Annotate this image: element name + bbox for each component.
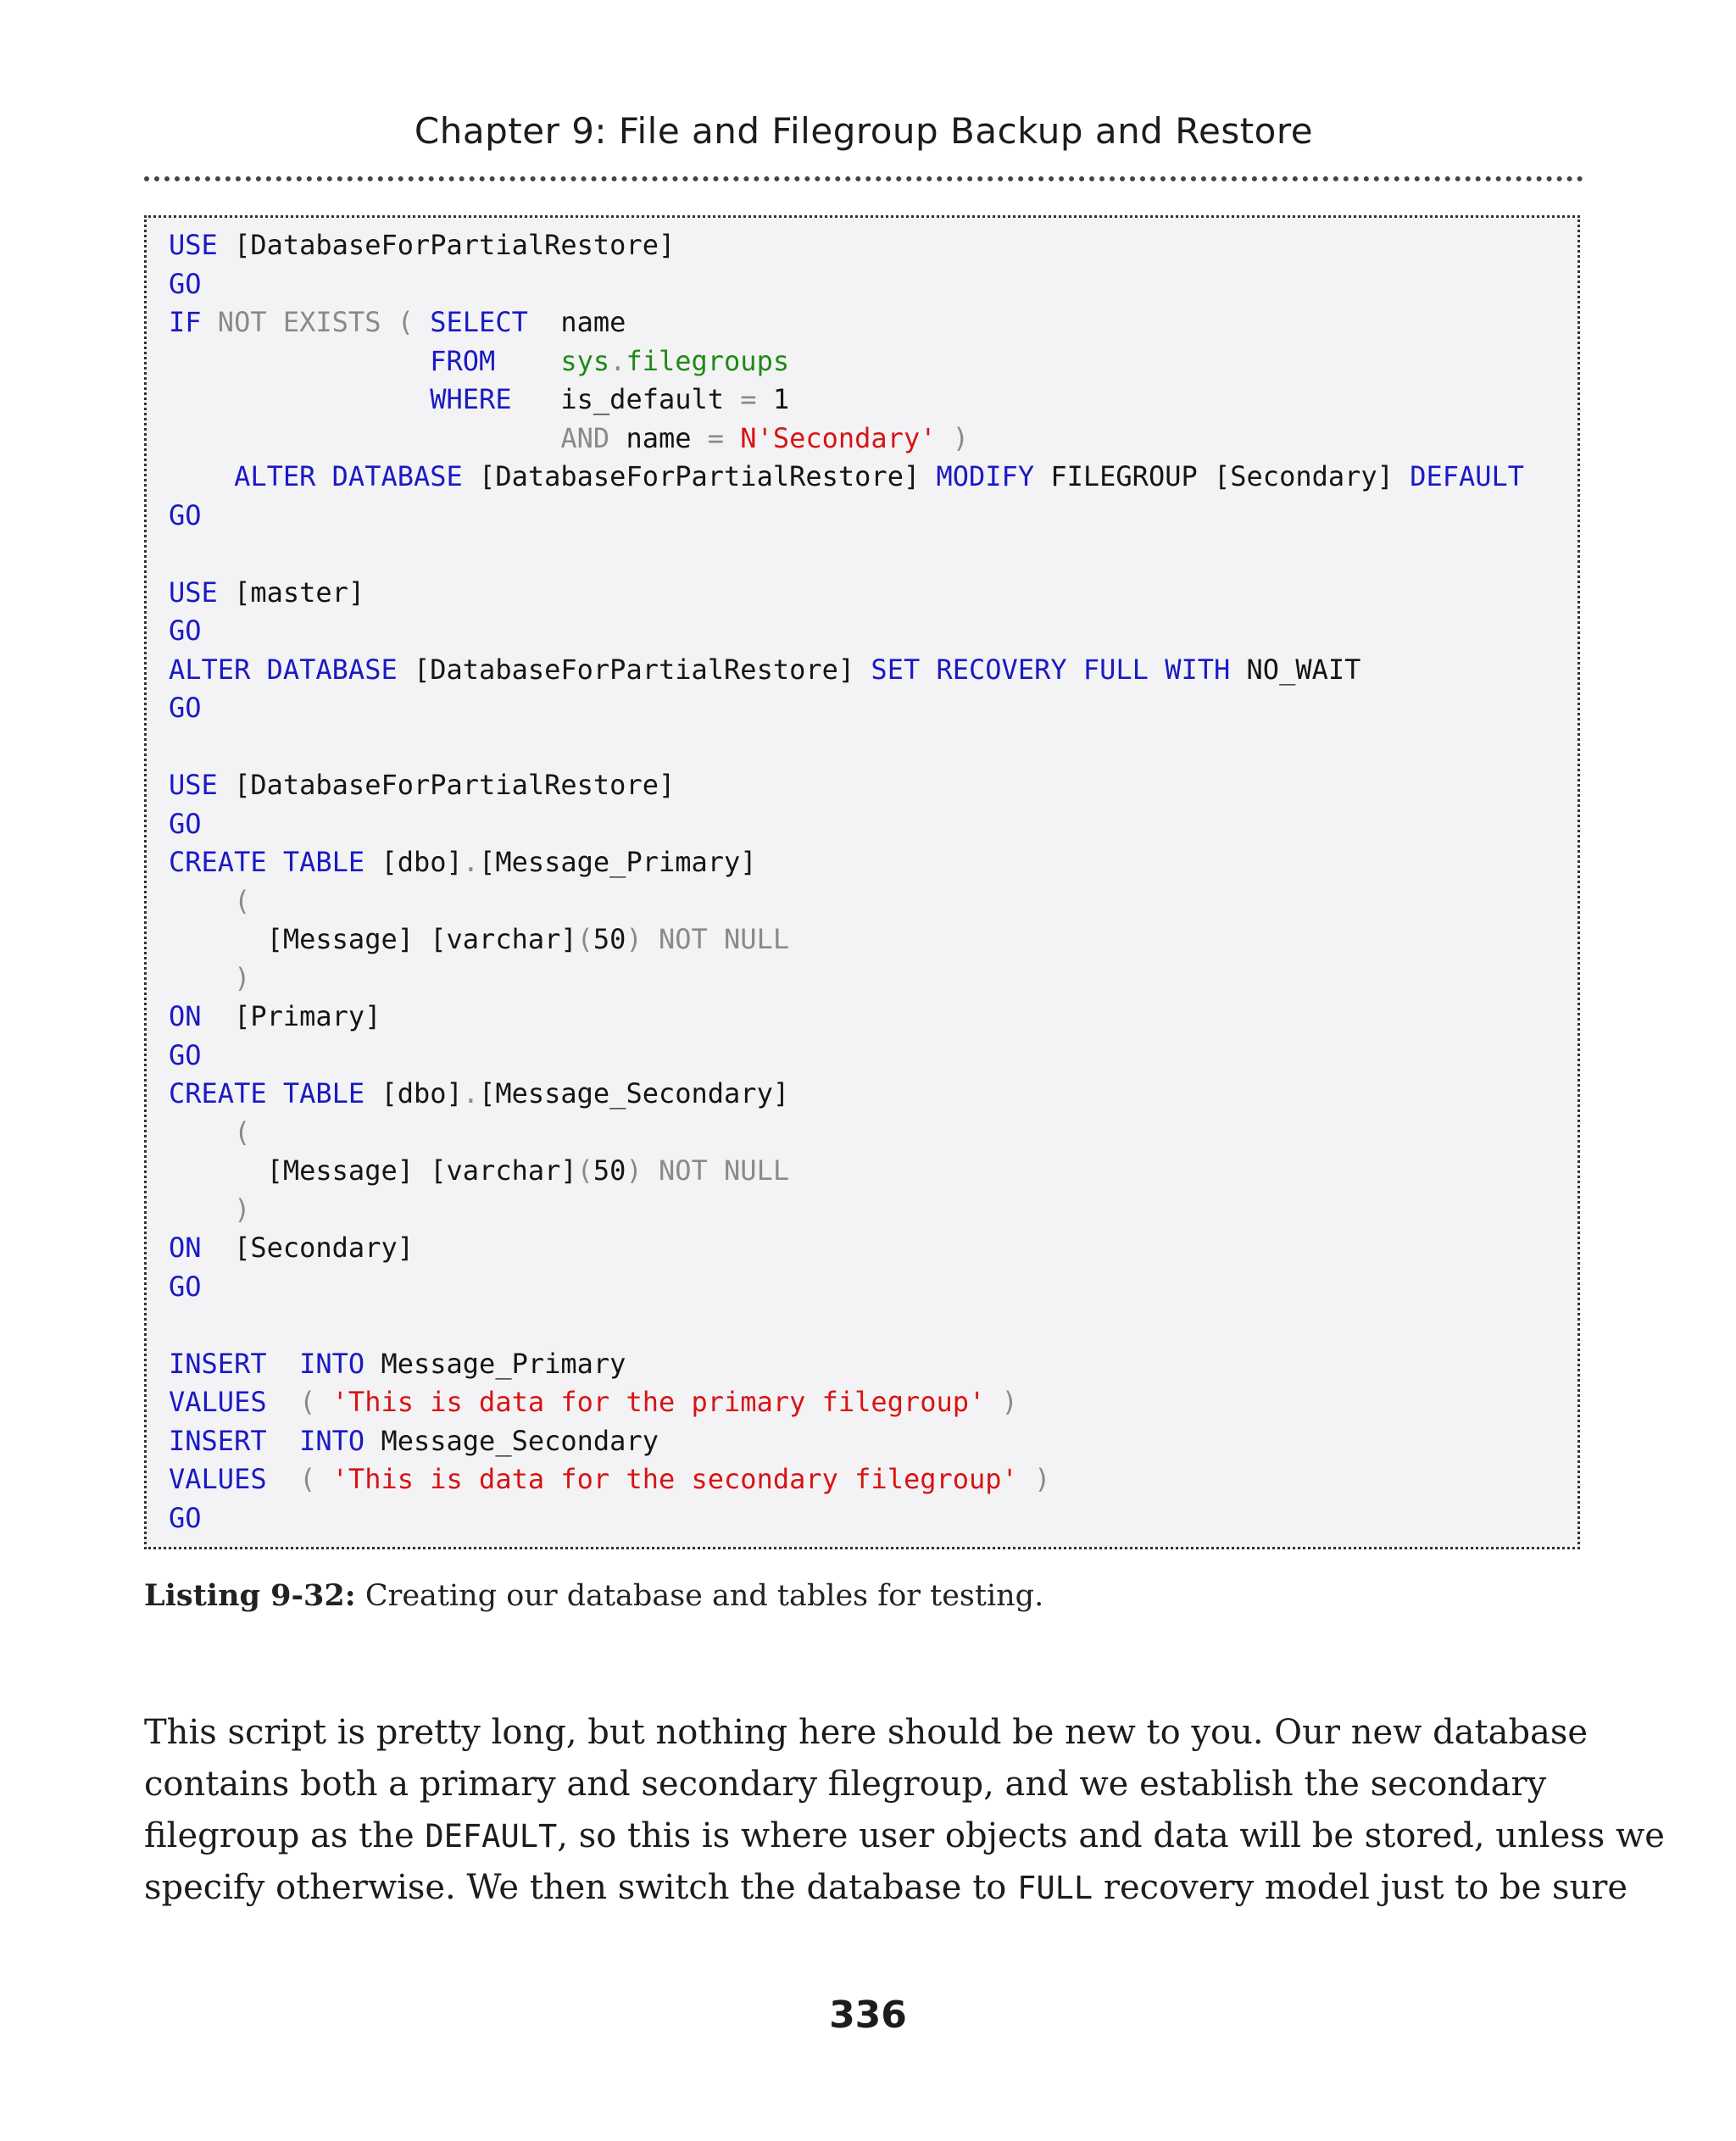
code-line (169, 1191, 1524, 1230)
code-token: . (462, 846, 480, 878)
code-token: ON (169, 1000, 202, 1032)
code-token (267, 1425, 300, 1457)
code-token (267, 1348, 300, 1380)
code-token: CREATE TABLE (169, 846, 365, 878)
code-token: filegroups (626, 344, 790, 377)
body-line: This script is pretty long, but nothing here should be new to you. Our new database (144, 1713, 1589, 1752)
code-listing (169, 226, 1524, 1538)
code-token: 50 (593, 923, 626, 955)
body-line (144, 1810, 1665, 1862)
code-line (169, 1306, 1524, 1345)
code-line (169, 805, 1524, 844)
code-token: [dbo] (364, 1077, 463, 1109)
body-text-segment: recovery model just to be sure (1093, 1868, 1628, 1907)
code-token: GO (169, 807, 202, 840)
code-token (169, 422, 560, 454)
code-token: NO_WAIT (1230, 653, 1361, 686)
code-line (169, 1345, 1524, 1384)
code-token: [DatabaseForPartialRestore] (217, 769, 676, 801)
code-line (169, 843, 1524, 882)
code-line (169, 651, 1524, 690)
code-token (169, 1116, 234, 1148)
code-token: [master] (217, 576, 365, 609)
code-token: 50 (593, 1154, 626, 1187)
code-line (169, 1499, 1524, 1538)
code-token: [Primary] (201, 1000, 381, 1032)
code-line (169, 1229, 1524, 1268)
code-token: INSERT (169, 1424, 267, 1457)
code-token: ( (299, 1463, 332, 1495)
code-line (169, 574, 1524, 613)
code-token: Message_Secondary (364, 1424, 659, 1457)
body-text-segment: filegroup as the (144, 1816, 426, 1855)
body-text-segment: specify otherwise. We then switch the database to (144, 1868, 1018, 1907)
code-token: SET RECOVERY FULL WITH (871, 653, 1231, 686)
caption-label: Listing 9-32: (144, 1578, 356, 1613)
code-token: NOT NULL (642, 1154, 790, 1187)
code-token: ) (1017, 1463, 1051, 1495)
code-token: ( (234, 1115, 251, 1148)
code-line (169, 728, 1524, 767)
code-token: 'This is data for the primary filegroup' (331, 1386, 986, 1418)
code-token: [DatabaseForPartialRestore] (462, 460, 937, 492)
code-line (169, 689, 1524, 728)
code-token: is_default (511, 383, 741, 415)
code-line (169, 1268, 1524, 1307)
code-token: ) (626, 923, 643, 955)
code-token: ) (626, 1154, 643, 1187)
code-token: GO (169, 1270, 202, 1303)
body-paragraph (144, 1707, 1665, 1914)
code-token: ALTER DATABASE (234, 460, 463, 492)
listing-caption (144, 1578, 1583, 1613)
code-line (169, 1460, 1524, 1499)
code-token: name (609, 421, 708, 454)
code-token: ON (169, 1232, 202, 1264)
code-token: WHERE (430, 383, 512, 415)
code-token (169, 460, 234, 492)
code-token: ) (985, 1386, 1018, 1418)
code-token: [DatabaseForPartialRestore] (217, 229, 676, 261)
code-token: AND (560, 421, 610, 454)
body-line (144, 1862, 1628, 1914)
code-token: [Message_Secondary] (479, 1077, 790, 1109)
code-line (169, 1114, 1524, 1153)
code-token: FILEGROUP [Secondary] (1034, 460, 1410, 492)
page-number: 336 (829, 1994, 907, 2037)
code-line (169, 265, 1524, 304)
code-token: sys (560, 344, 610, 377)
code-token: 'This is data for the secondary filegroup' (331, 1463, 1018, 1495)
body-text-segment: , so this is where user objects and data will be stored, unless we (557, 1816, 1665, 1855)
code-token: FROM (430, 344, 496, 377)
code-token: ( (576, 1154, 593, 1187)
code-token: GO (169, 1038, 202, 1071)
code-line (169, 766, 1524, 805)
code-token (495, 345, 560, 377)
code-line (169, 1152, 1524, 1191)
code-token: [Secondary] (201, 1232, 414, 1264)
code-token: VALUES (169, 1386, 267, 1418)
code-line (169, 420, 1524, 459)
code-token: IF (169, 306, 202, 338)
code-line (169, 882, 1524, 921)
header-divider (144, 176, 1583, 181)
code-token: [Message] [varchar] (169, 923, 577, 955)
code-token: INTO (299, 1347, 365, 1380)
code-token: = (740, 383, 757, 415)
code-line (169, 535, 1524, 574)
code-token: . (462, 1077, 480, 1109)
code-token: N'Secondary' (740, 421, 937, 454)
code-line (169, 1037, 1524, 1076)
caption-text: Creating our database and tables for testing. (364, 1579, 1044, 1613)
code-token (169, 1193, 234, 1226)
code-token: ( (299, 1386, 332, 1418)
code-token: name (527, 306, 626, 338)
inline-code: DEFAULT (425, 1818, 558, 1855)
code-token: GO (169, 1501, 202, 1534)
code-line (169, 959, 1524, 998)
code-token: ( (576, 923, 593, 955)
code-token: USE (169, 769, 218, 801)
chapter-header: Chapter 9: File and Filegroup Backup and Restore (414, 110, 1314, 152)
code-line (169, 1422, 1524, 1461)
code-token: MODIFY (936, 460, 1035, 492)
code-token: GO (169, 498, 202, 531)
code-token: ) (234, 961, 251, 994)
code-listing-box (144, 215, 1580, 1549)
code-token: GO (169, 692, 202, 724)
code-token (724, 422, 740, 454)
code-token (169, 345, 430, 377)
code-token: ) (234, 1193, 251, 1226)
code-line (169, 381, 1524, 420)
code-token: ) (936, 421, 970, 454)
code-line (169, 497, 1524, 536)
code-line (169, 612, 1524, 651)
code-token: ALTER DATABASE (169, 653, 398, 686)
code-token: INTO (299, 1424, 365, 1457)
code-token: . (609, 344, 626, 377)
code-token (169, 962, 234, 994)
code-token: GO (169, 267, 202, 300)
code-line (169, 998, 1524, 1037)
code-token: NOT EXISTS ( (201, 306, 431, 338)
code-token: ( (234, 884, 251, 917)
code-token: 1 (756, 383, 790, 415)
code-token: Message_Primary (364, 1347, 626, 1380)
code-token: = (707, 421, 725, 454)
code-token: [Message_Primary] (479, 846, 757, 878)
body-line: contains both a primary and secondary filegroup, and we establish the secondary (144, 1765, 1547, 1804)
code-token: NOT NULL (642, 923, 790, 955)
code-line (169, 920, 1524, 959)
code-line (169, 1075, 1524, 1114)
code-token: SELECT (430, 306, 528, 338)
code-token: DEFAULT (1410, 460, 1525, 492)
code-token: VALUES (169, 1463, 267, 1495)
code-token: USE (169, 229, 218, 261)
code-line (169, 226, 1524, 265)
code-token: INSERT (169, 1347, 267, 1380)
code-token (169, 383, 430, 415)
code-token: [dbo] (364, 846, 463, 878)
code-line (169, 303, 1524, 342)
code-token (169, 885, 234, 917)
code-line (169, 342, 1524, 381)
code-line (169, 458, 1524, 497)
inline-code: FULL (1017, 1870, 1093, 1906)
code-token: [DatabaseForPartialRestore] (397, 653, 871, 686)
code-token (267, 1463, 300, 1495)
code-token (267, 1386, 300, 1418)
code-token: USE (169, 576, 218, 609)
code-token: CREATE TABLE (169, 1077, 365, 1109)
code-token: [Message] [varchar] (169, 1154, 577, 1187)
code-token: GO (169, 614, 202, 647)
code-line (169, 1383, 1524, 1422)
